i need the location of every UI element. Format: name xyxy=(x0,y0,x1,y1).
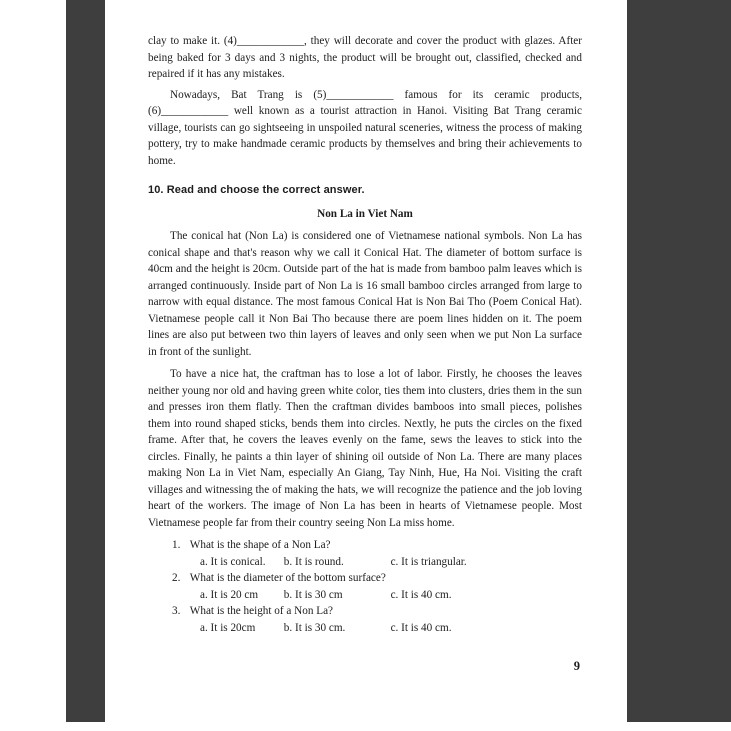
question-number: 1. xyxy=(172,539,181,551)
question-text: What is the shape of a Non La? xyxy=(189,539,331,551)
question-line xyxy=(148,537,582,554)
reading-paragraph-1: The conical hat (Non La) is considered one of Vietnamese national symbols. Non La has conical shape and that's reason why we call it Conical Hat. The diameter of bottom surface is 40cm and the height is 20cm. Outside part of the hat is made from bamboo palm leaves which is arranged continuously. Inside part of Non La is 16 small bamboo circles arranged from large to narrow with equal distance. The most famous Conical Hat is Non Bai Tho (Poem Conical Hat). Vietnamese people call it Non Bai Tho because there are poem lines hidden on it. The poem lines are also put between two thin layers of leaves and only seen when we put Non La surface in front of the sunlight. xyxy=(148,230,582,358)
answer-option-c: c. It is 40 cm. xyxy=(390,621,452,634)
viewer-backdrop-left xyxy=(66,0,105,722)
question-line xyxy=(148,603,582,620)
reading-title: Non La in Viet Nam xyxy=(317,207,413,220)
question-text: What is the diameter of the bottom surface? xyxy=(189,572,386,584)
question-item xyxy=(148,603,582,636)
question-item xyxy=(148,537,582,570)
reading-paragraph-2: To have a nice hat, the craftman has to lose a lot of labor. Firstly, he chooses the leaves neither young nor old and having green white color, ties them into clusters, dries them in the sun and presses iron them flatly. Then the craftman divides bamboos into small pieces, polishes them into round shaped sticks, bends them into circles. Nextly, he puts the circles on the fixed frame. After that, he covers the leaves evenly on the fame, sews the leaves to stick into the circles. Finally, he paints a thin layer of shining oil outside of Non La. There are many places making Non La in Viet Nam, especially An Giang, Tay Ninh, Hue, Ha Noi. Visiting the craft villages and witnessing the of making the hats, we will recognize the patience and the job loving heart of the workers. The image of Non La has been in hearts of Vietnamese people. Most Vietnamese people far from their country seeing Non La miss home. xyxy=(148,368,582,529)
answer-option-a: a. It is conical. xyxy=(200,555,266,568)
answer-option-b: b. It is 30 cm. xyxy=(283,621,346,634)
question-list xyxy=(148,537,582,636)
answer-option-a: a. It is 20 cm xyxy=(200,588,259,601)
document-page xyxy=(105,0,627,722)
answer-option-a: a. It is 20cm xyxy=(200,621,256,634)
question-number: 2. xyxy=(172,572,181,584)
intro-paragraph: Nowadays, Bat Trang is (5)____________ famous for its ceramic products, (6)____________ well known as a tourist attraction in Hanoi. Visiting Bat Trang ceramic village, tourists can go sightseeing in unspoiled natural sceneries, witness the process of making pottery, try to make handmade ceramic products by themselves and bring their achievements to home. xyxy=(148,88,582,167)
question-text: What is the height of a Non La? xyxy=(189,605,334,617)
continuation-paragraph: clay to make it. (4)____________, they will decorate and cover the product with glazes. After being baked for 3 days and 3 nights, the product will be brought out, classified, checked and repaired if it has any mistakes. xyxy=(148,35,582,80)
answer-options xyxy=(148,587,582,604)
question-number: 3. xyxy=(172,605,181,617)
question-item xyxy=(148,570,582,603)
viewer-backdrop-right xyxy=(627,0,731,722)
answer-option-b: b. It is 30 cm xyxy=(283,588,343,601)
answer-options xyxy=(148,620,582,637)
page-content xyxy=(105,0,627,675)
exercise-heading: 10. Read and choose the correct answer. xyxy=(148,184,365,196)
question-line xyxy=(148,570,582,587)
answer-option-b: b. It is round. xyxy=(283,555,344,568)
page-number: 9 xyxy=(573,659,580,673)
answer-option-c: c. It is 40 cm. xyxy=(390,588,452,601)
answer-option-c: c. It is triangular. xyxy=(390,555,467,568)
answer-options xyxy=(148,554,582,571)
